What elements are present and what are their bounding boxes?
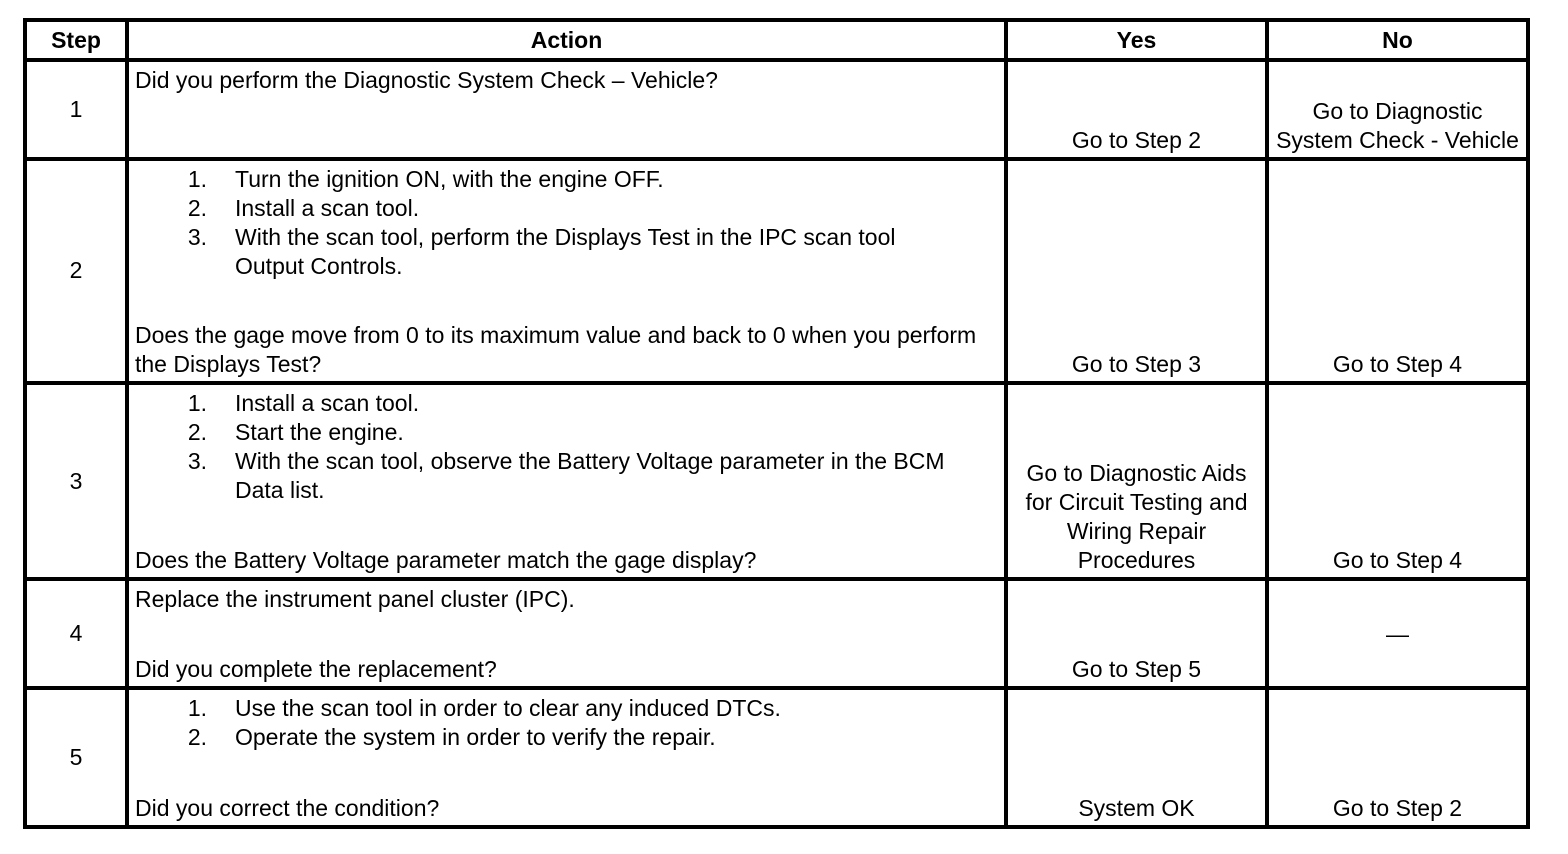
no-text: Go to Diagnostic System Check - Vehicle bbox=[1276, 97, 1519, 153]
diagnostic-table bbox=[23, 18, 1530, 829]
step-number: 5 bbox=[25, 688, 127, 827]
yes-cell bbox=[1006, 60, 1267, 159]
no-text: Go to Step 4 bbox=[1332, 351, 1463, 378]
action-cell bbox=[127, 159, 1006, 383]
yes-text: Go to Step 5 bbox=[1071, 656, 1202, 683]
no-cell bbox=[1267, 60, 1528, 159]
list-item-number: 1. bbox=[187, 390, 207, 417]
no-text: Go to Step 2 bbox=[1332, 795, 1463, 821]
no-cell bbox=[1267, 688, 1528, 827]
action-content bbox=[129, 161, 1004, 381]
list-item-text: Start the engine. bbox=[235, 419, 404, 446]
action-content bbox=[129, 581, 1004, 686]
table-row bbox=[25, 159, 1528, 383]
list-item bbox=[135, 165, 998, 194]
action-cell bbox=[127, 579, 1006, 688]
action-content bbox=[129, 690, 1004, 825]
action-question: Does the Battery Voltage parameter match the gage display? bbox=[135, 547, 757, 574]
yes-cell bbox=[1006, 159, 1267, 383]
list-item-text: Install a scan tool. bbox=[235, 194, 420, 221]
yes-cell bbox=[1006, 579, 1267, 688]
table-row bbox=[25, 579, 1528, 688]
list-item-number: 2. bbox=[187, 194, 207, 221]
action-content bbox=[129, 62, 1004, 157]
list-item-number: 1. bbox=[187, 165, 207, 192]
action-cell bbox=[127, 688, 1006, 827]
list-item bbox=[135, 694, 998, 723]
list-item bbox=[135, 723, 998, 752]
no-text: Go to Step 4 bbox=[1332, 547, 1463, 574]
no-text: — bbox=[1386, 621, 1409, 648]
list-item-number: 2. bbox=[187, 724, 207, 751]
list-item-number: 3. bbox=[187, 448, 207, 475]
header-step: Step bbox=[25, 20, 127, 60]
action-steps-list bbox=[135, 694, 998, 752]
action-steps-list bbox=[135, 389, 998, 505]
header-no: No bbox=[1267, 20, 1528, 60]
action-cell bbox=[127, 60, 1006, 159]
table-row bbox=[25, 383, 1528, 579]
action-intro: Did you perform the Diagnostic System Check – Vehicle? bbox=[135, 67, 718, 93]
header-yes: Yes bbox=[1006, 20, 1267, 60]
step-number: 1 bbox=[25, 60, 127, 159]
table-row bbox=[25, 688, 1528, 827]
list-item bbox=[135, 447, 998, 505]
yes-cell bbox=[1006, 688, 1267, 827]
list-item-text: With the scan tool, perform the Displays Test in the IPC scan tool Output Controls. bbox=[235, 223, 896, 279]
action-content bbox=[129, 385, 1004, 577]
no-cell bbox=[1267, 579, 1528, 688]
header-row bbox=[25, 20, 1528, 60]
list-item bbox=[135, 223, 998, 281]
step-number: 2 bbox=[25, 159, 127, 383]
list-item-text: Turn the ignition ON, with the engine OFF. bbox=[235, 165, 664, 192]
step-number: 3 bbox=[25, 383, 127, 579]
no-cell bbox=[1267, 383, 1528, 579]
list-item-text: Use the scan tool in order to clear any induced DTCs. bbox=[235, 695, 781, 722]
list-item-number: 3. bbox=[187, 223, 207, 250]
list-item bbox=[135, 194, 998, 223]
header-action: Action bbox=[127, 20, 1006, 60]
list-item-text: With the scan tool, observe the Battery Voltage parameter in the BCM Data list. bbox=[235, 448, 945, 504]
yes-text: System OK bbox=[1078, 795, 1195, 821]
action-question: Does the gage move from 0 to its maximum value and back to 0 when you perform the Displays Test? bbox=[135, 322, 977, 378]
list-item-text: Operate the system in order to verify the repair. bbox=[235, 724, 716, 751]
list-item-text: Install a scan tool. bbox=[235, 390, 420, 417]
action-cell bbox=[127, 383, 1006, 579]
action-question: Did you complete the replacement? bbox=[135, 656, 497, 683]
yes-text: Go to Step 3 bbox=[1071, 351, 1202, 378]
step-number: 4 bbox=[25, 579, 127, 688]
action-steps-list bbox=[135, 165, 998, 281]
list-item bbox=[135, 418, 998, 447]
list-item-number: 1. bbox=[187, 695, 207, 722]
yes-text: Go to Step 2 bbox=[1071, 126, 1202, 153]
action-intro: Replace the instrument panel cluster (IPC). bbox=[135, 586, 575, 613]
table-row bbox=[25, 60, 1528, 159]
no-cell bbox=[1267, 159, 1528, 383]
yes-text: Go to Diagnostic Aids for Circuit Testing and Wiring Repair Procedures bbox=[1025, 460, 1248, 574]
list-item bbox=[135, 389, 998, 418]
action-question: Did you correct the condition? bbox=[135, 795, 440, 821]
list-item-number: 2. bbox=[187, 419, 207, 446]
yes-cell bbox=[1006, 383, 1267, 579]
